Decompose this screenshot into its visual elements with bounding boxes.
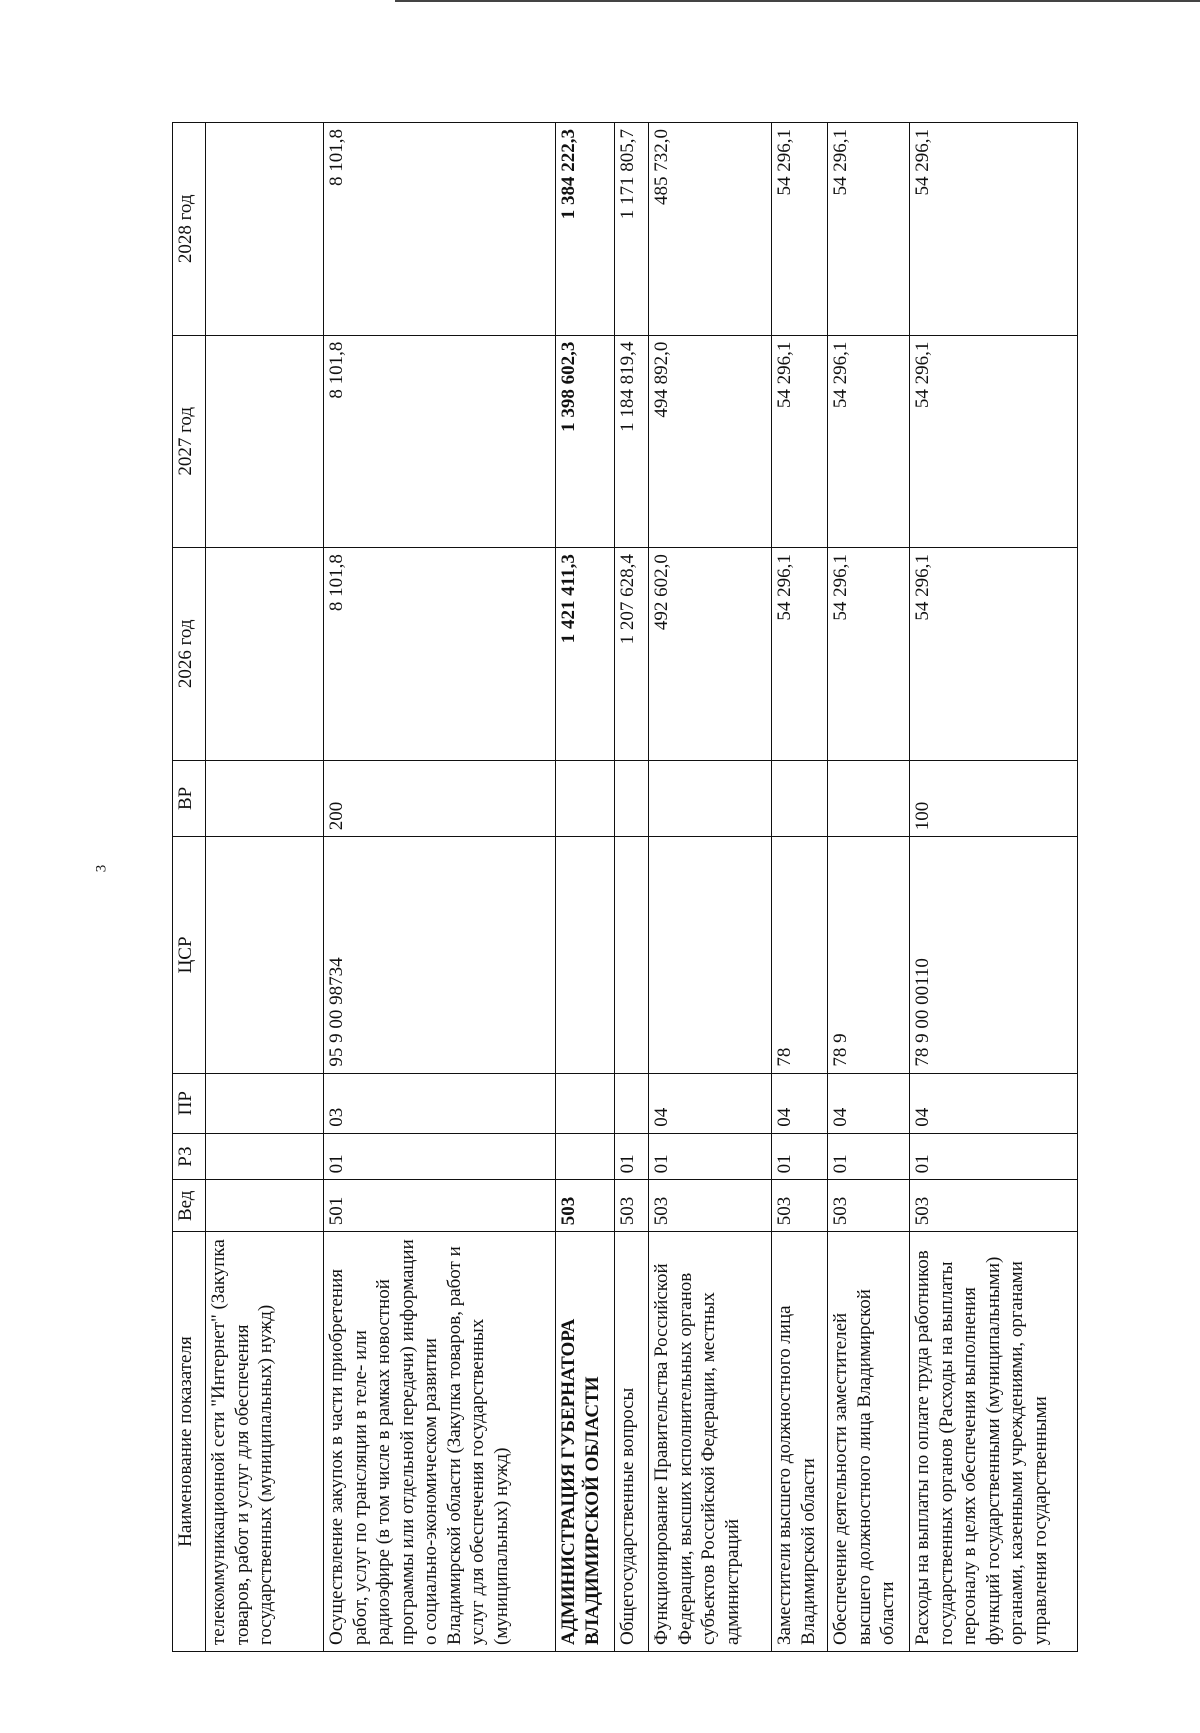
row-pr: 04	[910, 1073, 1078, 1133]
table-row	[649, 123, 772, 1652]
table-header-row	[173, 123, 206, 1652]
row-csr	[556, 837, 615, 1073]
row-2026: 492 602,0	[649, 548, 772, 761]
table-row	[772, 123, 828, 1652]
row-pr: 04	[649, 1073, 772, 1133]
row-ved: 503	[828, 1180, 910, 1232]
row-2026: 1 421 411,3	[556, 548, 615, 761]
row-ved: 501	[324, 1180, 556, 1232]
row-2028: 1 384 222,3	[556, 123, 615, 336]
header-ved: Вед	[173, 1180, 206, 1232]
row-rz: 01	[649, 1133, 772, 1180]
table-row	[556, 123, 615, 1652]
row-2027: 494 892,0	[649, 335, 772, 548]
row-2028: 54 296,1	[910, 123, 1078, 336]
row-pr: 04	[828, 1073, 910, 1133]
row-2026	[206, 548, 324, 761]
header-2028: 2028 год	[173, 123, 206, 336]
row-ved	[206, 1180, 324, 1232]
row-ved: 503	[556, 1180, 615, 1232]
row-2026: 54 296,1	[828, 548, 910, 761]
header-vr: ВР	[173, 760, 206, 837]
row-ved: 503	[649, 1180, 772, 1232]
row-csr	[206, 837, 324, 1073]
row-rz: 01	[772, 1133, 828, 1180]
row-2027: 54 296,1	[828, 335, 910, 548]
row-csr: 78	[772, 837, 828, 1073]
row-2027: 1 184 819,4	[615, 335, 649, 548]
row-csr	[649, 837, 772, 1073]
table-row	[615, 123, 649, 1652]
row-rz: 01	[615, 1133, 649, 1180]
header-2026: 2026 год	[173, 548, 206, 761]
row-2027: 54 296,1	[910, 335, 1078, 548]
row-2027: 54 296,1	[772, 335, 828, 548]
row-name: Обеспечение деятельности заместителей высшего должностного лица Владимирской области	[828, 1232, 910, 1652]
row-csr: 95 9 00 98734	[324, 837, 556, 1073]
row-ved: 503	[615, 1180, 649, 1232]
row-2027: 8 101,8	[324, 335, 556, 548]
row-rz	[206, 1133, 324, 1180]
row-2026: 1 207 628,4	[615, 548, 649, 761]
row-pr	[615, 1073, 649, 1133]
row-csr: 78 9	[828, 837, 910, 1073]
row-rz: 01	[828, 1133, 910, 1180]
row-2028: 54 296,1	[828, 123, 910, 336]
row-ved: 503	[910, 1180, 1078, 1232]
header-name: Наименование показателя	[173, 1232, 206, 1652]
row-vr: 100	[910, 760, 1078, 837]
row-name: Функционирование Правительства Российской Федерации, высших исполнительных органов субъектов Российской Федерации, местных администраций	[649, 1232, 772, 1652]
row-2027	[206, 335, 324, 548]
row-2028: 485 732,0	[649, 123, 772, 336]
table-row	[910, 123, 1078, 1652]
row-2026: 54 296,1	[772, 548, 828, 761]
table-row	[828, 123, 910, 1652]
row-2028: 8 101,8	[324, 123, 556, 336]
row-pr: 03	[324, 1073, 556, 1133]
row-vr	[649, 760, 772, 837]
header-rz: РЗ	[173, 1133, 206, 1180]
row-vr	[615, 760, 649, 837]
row-vr	[206, 760, 324, 837]
row-2028: 1 171 805,7	[615, 123, 649, 336]
row-name: Общегосударственные вопросы	[615, 1232, 649, 1652]
row-vr	[772, 760, 828, 837]
row-csr	[615, 837, 649, 1073]
row-rz: 01	[910, 1133, 1078, 1180]
row-2027: 1 398 602,3	[556, 335, 615, 548]
row-name: АДМИНИСТРАЦИЯ ГУБЕРНАТОРА ВЛАДИМИРСКОЙ ОБЛАСТИ	[556, 1232, 615, 1652]
row-2026: 54 296,1	[910, 548, 1078, 761]
row-pr	[556, 1073, 615, 1133]
row-rz	[556, 1133, 615, 1180]
row-name: Заместители высшего должностного лица Владимирской области	[772, 1232, 828, 1652]
table-row	[324, 123, 556, 1652]
header-pr: ПР	[173, 1073, 206, 1133]
header-csr: ЦСР	[173, 837, 206, 1073]
row-vr	[828, 760, 910, 837]
table-row	[206, 123, 324, 1652]
budget-table	[172, 122, 1078, 1652]
row-ved: 503	[772, 1180, 828, 1232]
budget-table-container	[172, 122, 1142, 1652]
row-csr: 78 9 00 00110	[910, 837, 1078, 1073]
page-number: 3	[93, 864, 110, 873]
row-2028	[206, 123, 324, 336]
row-name: телекоммуникационной сети "Интернет" (Закупка товаров, работ и услуг для обеспечения государственных (муниципальных) нужд)	[206, 1232, 324, 1652]
row-2028: 54 296,1	[772, 123, 828, 336]
row-name: Расходы на выплаты по оплате труда работников государственных органов (Расходы на выплаты персоналу в целях обеспечения выполнения функций государственными (муниципальными) органами, казенными учреждениями, органами управления государственными	[910, 1232, 1078, 1652]
row-rz: 01	[324, 1133, 556, 1180]
row-pr	[206, 1073, 324, 1133]
row-vr	[556, 760, 615, 837]
row-name: Осуществление закупок в части приобретения работ, услуг по трансляции в теле- или радиоэфире (в том числе в рамках новостной программы или отдельной передачи) информации о социально-экономическом развитии Владимирской области (Закупка товаров, работ и услуг для обеспечения государственных (муниципальных) нужд)	[324, 1232, 556, 1652]
header-2027: 2027 год	[173, 335, 206, 548]
row-2026: 8 101,8	[324, 548, 556, 761]
row-vr: 200	[324, 760, 556, 837]
row-pr: 04	[772, 1073, 828, 1133]
